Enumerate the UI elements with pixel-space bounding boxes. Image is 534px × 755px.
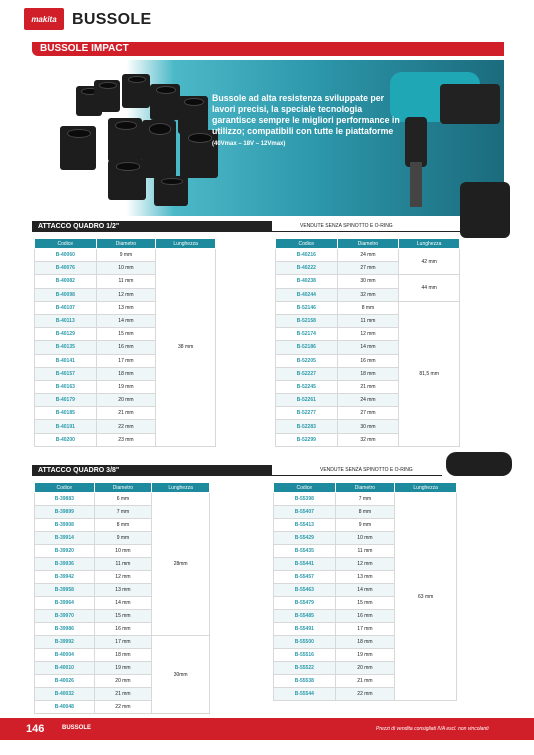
product-code: B-52174 — [276, 328, 338, 341]
product-code: B-55457 — [274, 571, 336, 584]
col-code: Codice — [35, 483, 95, 493]
product-code: B-40010 — [35, 662, 95, 675]
length-cell: 81,5 mm — [399, 301, 460, 446]
diameter-cell: 12 mm — [94, 571, 152, 584]
length-cell: 30mm — [152, 636, 210, 714]
product-code: B-40244 — [276, 288, 338, 301]
diameter-cell: 19 mm — [94, 662, 152, 675]
diameter-cell: 10 mm — [96, 262, 156, 275]
diameter-cell: 23 mm — [96, 433, 156, 446]
socket-image — [154, 176, 188, 206]
col-length: Lunghezza — [395, 483, 457, 493]
product-code: B-52146 — [276, 301, 338, 314]
product-code: B-55544 — [274, 688, 336, 701]
diameter-cell: 13 mm — [335, 571, 395, 584]
diameter-cell: 20 mm — [335, 662, 395, 675]
product-code: B-40026 — [35, 675, 95, 688]
product-code: B-55479 — [274, 597, 336, 610]
diameter-cell: 14 mm — [96, 314, 156, 327]
socket-product-image — [446, 452, 512, 476]
diameter-cell: 12 mm — [337, 328, 399, 341]
diameter-cell: 19 mm — [96, 380, 156, 393]
socket-image — [122, 74, 150, 108]
section-note: VENDUTE SENZA SPINOTTO E O-RING — [320, 467, 413, 473]
section-title-three-eighths: ATTACCO QUADRO 3/8" — [32, 465, 272, 476]
diameter-cell: 18 mm — [94, 649, 152, 662]
diameter-cell: 15 mm — [335, 597, 395, 610]
product-code: B-40004 — [35, 649, 95, 662]
diameter-cell: 12 mm — [96, 288, 156, 301]
section-note: VENDUTE SENZA SPINOTTO E O-RING — [300, 223, 393, 229]
table-row — [274, 493, 457, 506]
hero-description — [212, 93, 402, 150]
table-row — [35, 249, 216, 262]
diameter-cell: 20 mm — [96, 394, 156, 407]
diameter-cell: 21 mm — [96, 407, 156, 420]
product-code: B-52205 — [276, 354, 338, 367]
socket-image — [108, 160, 146, 200]
diameter-cell: 18 mm — [335, 636, 395, 649]
table-row — [35, 636, 210, 649]
product-code: B-40060 — [35, 249, 97, 262]
footer-note: Prezzi di vendita consigliati IVA escl. non vincolanti — [376, 726, 489, 732]
product-code: B-52245 — [276, 380, 338, 393]
socket-image — [60, 126, 96, 170]
diameter-cell: 14 mm — [337, 341, 399, 354]
product-code: B-55500 — [274, 636, 336, 649]
diameter-cell: 10 mm — [94, 545, 152, 558]
length-cell: 28mm — [152, 493, 210, 636]
table-row — [276, 301, 460, 314]
product-code: B-52227 — [276, 367, 338, 380]
diameter-cell: 11 mm — [94, 558, 152, 571]
diameter-cell: 22 mm — [94, 701, 152, 714]
diameter-cell: 22 mm — [96, 420, 156, 433]
diameter-cell: 27 mm — [337, 407, 399, 420]
product-code: B-40048 — [35, 701, 95, 714]
diameter-cell: 16 mm — [337, 354, 399, 367]
diameter-cell: 16 mm — [94, 623, 152, 636]
product-code: B-55491 — [274, 623, 336, 636]
product-code: B-55407 — [274, 506, 336, 519]
table-row — [35, 493, 210, 506]
product-code: B-52186 — [276, 341, 338, 354]
footer-label: BUSSOLE — [62, 725, 92, 731]
product-code: B-55413 — [274, 519, 336, 532]
diameter-cell: 16 mm — [96, 341, 156, 354]
product-code: B-40135 — [35, 341, 97, 354]
product-code: B-39942 — [35, 571, 95, 584]
product-code: B-40163 — [35, 380, 97, 393]
diameter-cell: 21 mm — [337, 380, 399, 393]
diameter-cell: 21 mm — [94, 688, 152, 701]
product-code: B-55485 — [274, 610, 336, 623]
product-code: B-55538 — [274, 675, 336, 688]
product-code: B-40200 — [35, 433, 97, 446]
diameter-cell: 9 mm — [94, 532, 152, 545]
diameter-cell: 30 mm — [337, 420, 399, 433]
diameter-cell: 32 mm — [337, 433, 399, 446]
diameter-cell: 14 mm — [335, 584, 395, 597]
diameter-cell: 9 mm — [96, 249, 156, 262]
table-half-inch-1 — [34, 238, 216, 447]
diameter-cell: 27 mm — [337, 262, 399, 275]
socket-image — [150, 84, 180, 120]
col-diameter: Diametro — [337, 239, 399, 249]
product-code: B-39936 — [35, 558, 95, 571]
product-code: B-55441 — [274, 558, 336, 571]
length-cell: 44 mm — [399, 275, 460, 301]
product-code: B-52277 — [276, 407, 338, 420]
product-code: B-39986 — [35, 623, 95, 636]
product-code: B-40222 — [276, 262, 338, 275]
col-code: Codice — [35, 239, 97, 249]
product-code: B-39992 — [35, 636, 95, 649]
diameter-cell: 21 mm — [335, 675, 395, 688]
col-code: Codice — [274, 483, 336, 493]
product-code: B-55516 — [274, 649, 336, 662]
diameter-cell: 19 mm — [335, 649, 395, 662]
diameter-cell: 11 mm — [335, 545, 395, 558]
product-code: B-52299 — [276, 433, 338, 446]
diameter-cell: 11 mm — [96, 275, 156, 288]
diameter-cell: 8 mm — [94, 519, 152, 532]
diameter-cell: 20 mm — [94, 675, 152, 688]
diameter-cell: 17 mm — [96, 354, 156, 367]
diameter-cell: 6 mm — [94, 493, 152, 506]
table-row — [276, 275, 460, 288]
product-code: B-40185 — [35, 407, 97, 420]
product-code: B-40032 — [35, 688, 95, 701]
product-code: B-39899 — [35, 506, 95, 519]
diameter-cell: 24 mm — [337, 394, 399, 407]
socket-image — [94, 80, 120, 112]
table-half-inch-2 — [275, 238, 460, 447]
product-code: B-55522 — [274, 662, 336, 675]
hero-voltage: (40Vmax – 18V – 12Vmax) — [212, 141, 286, 147]
product-code: B-39920 — [35, 545, 95, 558]
table-three-eighths-1 — [34, 482, 210, 714]
product-code: B-40129 — [35, 328, 97, 341]
diameter-cell: 18 mm — [337, 367, 399, 380]
diameter-cell: 17 mm — [94, 636, 152, 649]
diameter-cell: 18 mm — [96, 367, 156, 380]
product-code: B-39908 — [35, 519, 95, 532]
section-title-half-inch: ATTACCO QUADRO 1/2" — [32, 221, 272, 232]
product-code: B-39883 — [35, 493, 95, 506]
diameter-cell: 14 mm — [94, 597, 152, 610]
socket-product-image — [460, 182, 510, 238]
product-code: B-40113 — [35, 314, 97, 327]
product-code: B-52283 — [276, 420, 338, 433]
diameter-cell: 15 mm — [96, 328, 156, 341]
diameter-cell: 16 mm — [335, 610, 395, 623]
table-three-eighths-2 — [273, 482, 457, 701]
hero-text: Bussole ad alta resistenza sviluppate per lavori precisi, la speciale tecnologia garantisce sempre le migliori performance in utilizzo; compatibili con tutte le piattaforme — [212, 93, 400, 136]
product-code: B-55398 — [274, 493, 336, 506]
product-code: B-40216 — [276, 249, 338, 262]
diameter-cell: 11 mm — [337, 314, 399, 327]
length-cell: 38 mm — [156, 249, 216, 447]
section-subtitle: BUSSOLE IMPACT — [40, 43, 129, 54]
diameter-cell: 22 mm — [335, 688, 395, 701]
product-code: B-40082 — [35, 275, 97, 288]
product-code: B-55435 — [274, 545, 336, 558]
product-code: B-55429 — [274, 532, 336, 545]
section-divider — [272, 231, 466, 232]
product-code: B-40157 — [35, 367, 97, 380]
product-code: B-39964 — [35, 597, 95, 610]
product-code: B-40098 — [35, 288, 97, 301]
page-number: 146 — [26, 723, 45, 735]
product-code: B-39970 — [35, 610, 95, 623]
product-code: B-40141 — [35, 354, 97, 367]
product-code: B-39958 — [35, 584, 95, 597]
page-title: BUSSOLE — [72, 11, 152, 28]
diameter-cell: 7 mm — [335, 493, 395, 506]
page-header — [0, 0, 534, 40]
col-length: Lunghezza — [156, 239, 216, 249]
socket-image — [178, 96, 208, 134]
diameter-cell: 13 mm — [94, 584, 152, 597]
section-divider — [272, 475, 442, 476]
diameter-cell: 15 mm — [94, 610, 152, 623]
col-diameter: Diametro — [96, 239, 156, 249]
col-diameter: Diametro — [94, 483, 152, 493]
diameter-cell: 12 mm — [335, 558, 395, 571]
product-code: B-55463 — [274, 584, 336, 597]
diameter-cell: 8 mm — [335, 506, 395, 519]
diameter-cell: 8 mm — [337, 301, 399, 314]
length-cell: 63 mm — [395, 493, 457, 701]
col-length: Lunghezza — [152, 483, 210, 493]
product-code: B-39914 — [35, 532, 95, 545]
product-code: B-52261 — [276, 394, 338, 407]
length-cell: 42 mm — [399, 249, 460, 275]
product-code: B-40076 — [35, 262, 97, 275]
diameter-cell: 10 mm — [335, 532, 395, 545]
product-code: B-52158 — [276, 314, 338, 327]
diameter-cell: 24 mm — [337, 249, 399, 262]
table-row — [276, 249, 460, 262]
product-code: B-40191 — [35, 420, 97, 433]
product-code: B-40107 — [35, 301, 97, 314]
diameter-cell: 7 mm — [94, 506, 152, 519]
diameter-cell: 17 mm — [335, 623, 395, 636]
diameter-cell: 32 mm — [337, 288, 399, 301]
socket-image — [108, 118, 142, 162]
col-code: Codice — [276, 239, 338, 249]
product-code: B-40179 — [35, 394, 97, 407]
col-length: Lunghezza — [399, 239, 460, 249]
diameter-cell: 30 mm — [337, 275, 399, 288]
diameter-cell: 13 mm — [96, 301, 156, 314]
diameter-cell: 9 mm — [335, 519, 395, 532]
makita-logo: makita — [24, 8, 64, 30]
col-diameter: Diametro — [335, 483, 395, 493]
product-code: B-40238 — [276, 275, 338, 288]
socket-image — [142, 120, 176, 178]
